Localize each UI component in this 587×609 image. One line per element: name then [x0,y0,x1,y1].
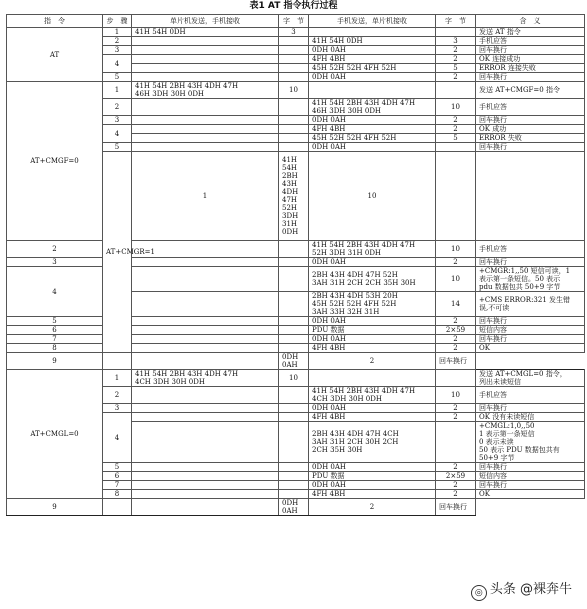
phone-send-cell: 4FH 4BH [309,125,436,134]
mcu-send-cell [132,46,279,55]
table-caption: 表1 AT 指令执行过程 [249,1,338,11]
meaning-cell: 回车换行 [476,335,585,344]
command-cell: AT+CMGR=1 [103,152,132,353]
mcu-send-cell [132,64,279,73]
meaning-cell: 手机应答 [476,241,585,258]
bytes-recv-cell [436,422,476,463]
bytes-send-cell [279,64,309,73]
bytes-send-cell [132,353,279,370]
bytes-recv-cell: 2 [436,55,476,64]
bytes-recv-cell: 10 [436,267,476,292]
table-body [7,28,585,516]
step-cell: 7 [7,335,103,344]
mcu-send-cell [132,292,279,317]
mcu-send-cell [132,125,279,134]
table-header-row [7,15,585,28]
bytes-recv-cell [436,82,476,99]
bytes-recv-cell: 2 [436,490,476,499]
bytes-recv-cell: 2×59 [436,472,476,481]
meaning-cell: 手机应答 [476,37,585,46]
bytes-send-cell: 10 [279,82,309,99]
bytes-send-cell [279,99,309,116]
meaning-cell: OK 成功 [476,125,585,134]
toutiao-logo-icon: ◎ [471,585,487,601]
bytes-recv-cell: 2×59 [436,326,476,335]
bytes-recv-cell: 2 [309,499,436,516]
step-cell: 8 [7,344,103,353]
command-cell: AT [7,28,103,82]
table-row [7,267,585,292]
step-cell: 4 [7,267,103,317]
mcu-send-cell [132,422,279,463]
step-cell: 7 [103,481,132,490]
phone-send-cell: 0DH 0AH [309,258,436,267]
step-cell: 2 [103,99,132,116]
bytes-send-cell [279,335,309,344]
watermark [468,578,575,601]
meaning-cell: 回车换行 [476,258,585,267]
phone-send-cell: 0DH 0AH [309,404,436,413]
mcu-send-cell: 41H 54H 0DH [132,28,279,37]
mcu-send-cell [132,37,279,46]
mcu-send-cell [132,344,279,353]
bytes-recv-cell: 2 [436,258,476,267]
bytes-recv-cell: 10 [436,387,476,404]
command-cell: AT+CMGL=0 [7,370,103,499]
mcu-send-cell [132,73,279,82]
meaning-cell: +CMS ERROR:321 发生错 误,不可读 [476,292,585,317]
step-cell: 8 [103,490,132,499]
phone-send-cell: 0DH 0AH [309,335,436,344]
mcu-send-cell [132,387,279,404]
meaning-cell: 发送 AT 指令 [476,28,585,37]
meaning-cell: OK [476,344,585,353]
phone-send-cell: 45H 52H 52H 4FH 52H [309,134,436,143]
bytes-send-cell [279,481,309,490]
header-bytes-send: 字 节 [279,15,309,28]
bytes-recv-cell: 14 [436,292,476,317]
meaning-cell: 发送 AT+CMGL=0 指令， 列出未读短信 [476,370,585,387]
phone-send-cell [309,370,436,387]
bytes-send-cell: 10 [309,152,436,241]
mcu-send-cell: 41H 54H 2BH 43H 4DH 47H 46H 3DH 30H 0DH [132,82,279,99]
step-cell: 6 [103,472,132,481]
table-row [7,326,585,335]
phone-send-cell: 4FH 4BH [309,55,436,64]
header-phone-send: 手机发送，单片机接收 [309,15,436,28]
bytes-recv-cell [436,370,476,387]
phone-send-cell: 0DH 0AH [279,353,309,370]
phone-send-cell: PDU 数据 [309,472,436,481]
mcu-send-cell [132,326,279,335]
meaning-cell: +CMGR:1,,50 短信可读，1 表示第一条短信。50 表示 pdu 数据包共 50+9 字节 [476,267,585,292]
bytes-recv-cell: 10 [436,241,476,258]
meaning-cell: 发送 AT+CMGF=0 指令 [476,82,585,99]
step-cell: 6 [7,326,103,335]
bytes-send-cell [279,387,309,404]
phone-send-cell: 0DH 0AH [309,463,436,472]
bytes-send-cell [279,326,309,335]
table-row [7,28,585,37]
bytes-send-cell [279,404,309,413]
bytes-recv-cell: 2 [436,73,476,82]
bytes-recv-cell: 2 [436,463,476,472]
mcu-send-cell: 41H 54H 2BH 43H 4DH 47H 4CH 3DH 30H 0DH [132,370,279,387]
bytes-recv-cell [476,152,585,241]
bytes-send-cell [279,317,309,326]
bytes-send-cell [279,258,309,267]
meaning-cell: 回车换行 [476,404,585,413]
mcu-send-cell [132,99,279,116]
phone-send-cell [309,82,436,99]
step-cell: 2 [103,387,132,404]
bytes-recv-cell [436,28,476,37]
step-cell: 9 [7,499,103,516]
meaning-cell: 回车换行 [476,73,585,82]
bytes-recv-cell: 5 [436,134,476,143]
bytes-recv-cell: 2 [436,46,476,55]
mcu-send-cell [132,481,279,490]
step-cell: 3 [103,46,132,55]
meaning-cell: 回车换行 [436,353,476,370]
bytes-recv-cell: 2 [436,344,476,353]
mcu-send-cell [132,258,279,267]
mcu-send-cell [132,317,279,326]
bytes-recv-cell: 2 [436,125,476,134]
meaning-cell: 回车换行 [476,317,585,326]
phone-send-cell: 0DH 0AH [309,73,436,82]
step-cell: 3 [103,404,132,413]
step-cell: 1 [103,370,132,387]
meaning-cell: ERROR 连接失败 [476,64,585,73]
meaning-cell: ERROR 失败 [476,134,585,143]
meaning-cell: 回车换行 [476,143,585,152]
meaning-cell: 短信内容 [476,326,585,335]
header-bytes-recv: 字 节 [436,15,476,28]
mcu-send-cell [132,134,279,143]
mcu-send-cell [132,335,279,344]
mcu-send-cell [132,413,279,422]
step-cell: 2 [7,241,103,258]
mcu-send-cell [132,267,279,292]
mcu-send-cell [132,116,279,125]
bytes-send-cell [279,37,309,46]
phone-send-cell: 41H 54H 2BH 43H 4DH 47H 4CH 3DH 30H 0DH [309,387,436,404]
bytes-send-cell [279,267,309,292]
step-cell: 2 [103,37,132,46]
meaning-cell: 手机应答 [476,387,585,404]
meaning-cell: OK [476,490,585,499]
phone-send-cell [436,152,476,241]
bytes-send-cell [279,46,309,55]
phone-send-cell: 4FH 4BH [309,344,436,353]
step-cell: 3 [103,116,132,125]
bytes-send-cell [279,143,309,152]
step-cell: 1 [103,82,132,99]
phone-send-cell: 2BH 43H 4DH 47H 4CH 3AH 31H 2CH 30H 2CH 2CH 35H 30H [309,422,436,463]
phone-send-cell: 0DH 0AH [309,46,436,55]
step-cell: 9 [7,353,103,370]
bytes-recv-cell [436,143,476,152]
bytes-send-cell [279,292,309,317]
step-cell: 3 [7,258,103,267]
bytes-send-cell: 3 [279,28,309,37]
table-row [7,335,585,344]
phone-send-cell: 41H 54H 2BH 43H 4DH 47H 46H 3DH 30H 0DH [309,99,436,116]
bytes-recv-cell: 2 [309,353,436,370]
bytes-recv-cell: 2 [436,413,476,422]
bytes-send-cell [279,134,309,143]
meaning-cell: 回车换行 [476,46,585,55]
meaning-cell: 回车换行 [476,481,585,490]
bytes-recv-cell: 2 [436,116,476,125]
bytes-recv-cell: 2 [436,317,476,326]
meaning-cell: 短信内容 [476,472,585,481]
bytes-send-cell [279,472,309,481]
header-mcu-send: 单片机发送，手机接收 [132,15,279,28]
mcu-send-cell [132,463,279,472]
phone-send-cell: 0DH 0AH [309,317,436,326]
meaning-cell: 回车换行 [476,463,585,472]
phone-send-cell: 0DH 0AH [309,143,436,152]
bytes-recv-cell: 10 [436,99,476,116]
header-command: 指 令 [7,15,103,28]
bytes-send-cell [279,241,309,258]
phone-send-cell [309,28,436,37]
watermark-text: 头条 @裸奔牛 [489,582,572,597]
table-row [7,499,585,516]
phone-send-cell: 2BH 43H 4DH 53H 20H 45H 52H 52H 4FH 52H 3AH 33H 32H 31H [309,292,436,317]
mcu-send-cell [132,55,279,64]
bytes-send-cell [279,490,309,499]
meaning-cell: 回车换行 [476,116,585,125]
bytes-send-cell [279,55,309,64]
step-cell: 4 [103,55,132,73]
meaning-cell: OK 连接成功 [476,55,585,64]
table-row [7,370,585,387]
step-cell: 1 [132,152,279,241]
mcu-send-cell [132,404,279,413]
table-row [7,317,585,326]
phone-send-cell: 4FH 4BH [309,490,436,499]
meaning-cell: +CMGL:1,0,,50 1 表示第一条短信 0 表示未读 50 表示 PDU 数据包共有 50+9 字节 [476,422,585,463]
bytes-recv-cell: 2 [436,481,476,490]
step-cell: 4 [103,125,132,143]
phone-send-cell: 2BH 43H 4DH 47H 52H 3AH 31H 2CH 2CH 35H 30H [309,267,436,292]
phone-send-cell: PDU 数据 [309,326,436,335]
meaning-cell: 手机应答 [476,99,585,116]
phone-send-cell: 41H 54H 2BH 43H 4DH 47H 52H 3DH 31H 0DH [309,241,436,258]
bytes-send-cell [279,73,309,82]
table-row [7,82,585,99]
step-cell: 4 [103,413,132,463]
bytes-recv-cell: 2 [436,404,476,413]
meaning-cell: 回车换行 [436,499,476,516]
bytes-send-cell [279,344,309,353]
step-cell: 5 [7,317,103,326]
phone-send-cell: 0DH 0AH [309,116,436,125]
step-cell: 1 [103,28,132,37]
bytes-send-cell [132,499,279,516]
table-row [7,241,585,258]
bytes-recv-cell: 5 [436,64,476,73]
table-row [7,258,585,267]
header-step: 步 骤 [103,15,132,28]
phone-send-cell: 0DH 0AH [309,481,436,490]
bytes-recv-cell: 3 [436,37,476,46]
command-cell: AT+CMGF=0 [7,82,103,241]
header-meaning: 含 义 [476,15,585,28]
mcu-send-cell [132,490,279,499]
mcu-send-cell [132,143,279,152]
meaning-cell: OK 没有未读短信 [476,413,585,422]
phone-send-cell: 45H 52H 52H 4FH 52H [309,64,436,73]
mcu-send-cell [103,499,132,516]
mcu-send-cell [132,472,279,481]
bytes-recv-cell: 2 [436,335,476,344]
table-row [7,344,585,353]
at-command-table [6,14,585,516]
bytes-send-cell: 10 [279,370,309,387]
bytes-send-cell [279,422,309,463]
step-cell: 5 [103,73,132,82]
table-row [7,353,585,370]
phone-send-cell: 4FH 4BH [309,413,436,422]
bytes-send-cell [279,413,309,422]
mcu-send-cell [103,353,132,370]
step-cell: 5 [103,143,132,152]
bytes-send-cell [279,463,309,472]
phone-send-cell: 41H 54H 0DH [309,37,436,46]
step-cell: 5 [103,463,132,472]
bytes-send-cell [279,116,309,125]
phone-send-cell: 0DH 0AH [279,499,309,516]
bytes-send-cell [279,125,309,134]
mcu-send-cell: 41H 54H 2BH 43H 4DH 47H 52H 3DH 31H 0DH [279,152,309,241]
